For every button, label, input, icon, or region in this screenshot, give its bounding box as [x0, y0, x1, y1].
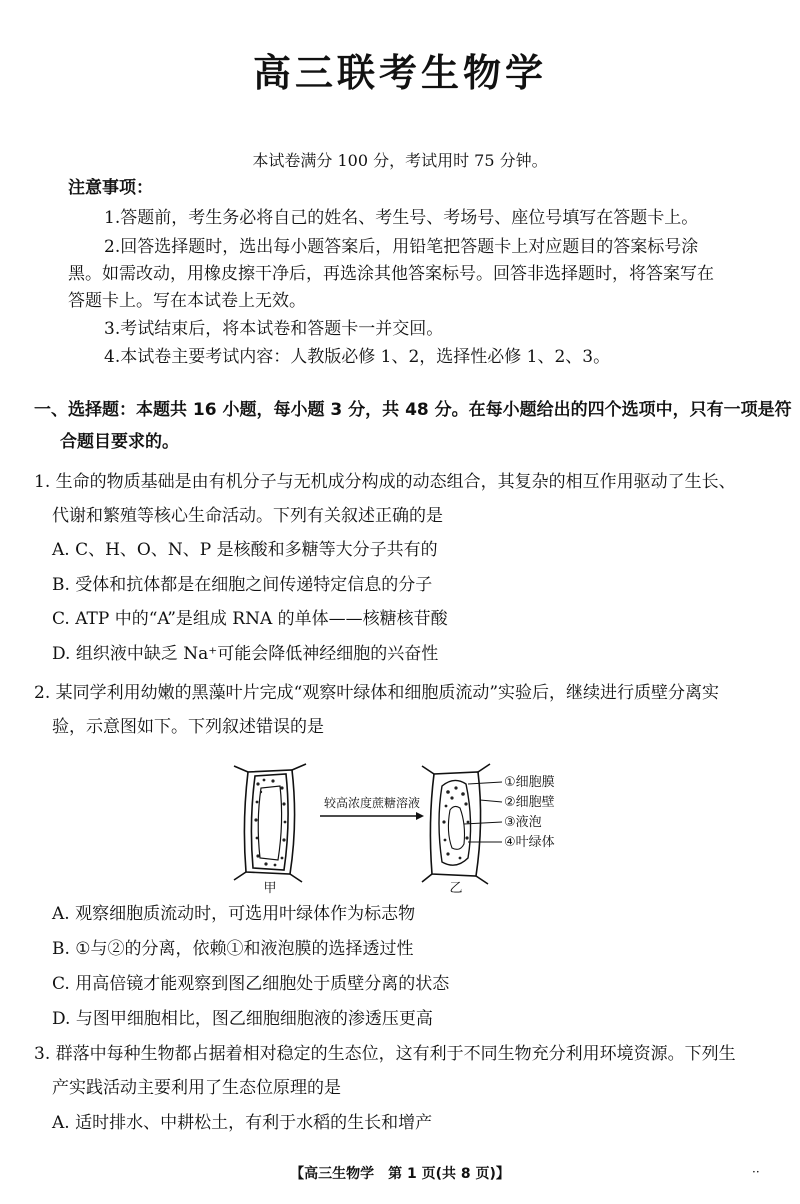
q1-stem-cont: 代谢和繁殖等核心生命活动。下列有关叙述正确的是	[52, 506, 443, 526]
q1-option-a: A. C、H、O、N、P 是核酸和多糖等大分子共有的	[52, 540, 438, 560]
footer-mark: ··	[752, 1165, 760, 1179]
legend-cell-membrane: ①细胞膜	[504, 775, 555, 790]
exam-subtitle: 本试卷满分 100 分，考试用时 75 分钟。	[252, 151, 548, 170]
q1-option-c: C. ATP 中的“A”是组成 RNA 的单体——核糖核苷酸	[52, 609, 448, 629]
cell-jia-label: 甲	[263, 881, 277, 894]
page-footer: 【高三生物学 第 1 页(共 8 页)】	[290, 1166, 510, 1182]
q2-option-b: B. ①与②的分离，依赖①和液泡膜的选择透过性	[52, 939, 414, 959]
page-title: 高三联考生物学	[252, 51, 547, 95]
notice-item-3: 3.考试结束后，将本试卷和答题卡一并交回。	[104, 319, 444, 339]
q2-option-d: D. 与图甲细胞相比，图乙细胞细胞液的渗透压更高	[52, 1009, 433, 1029]
section-heading: 一、选择题：本题共 16 小题，每小题 3 分，共 48 分。在每小题给出的四个选项中，只有一项是符	[34, 400, 792, 420]
cell-jia	[234, 764, 306, 882]
q2-option-a: A. 观察细胞质流动时，可选用叶绿体作为标志物	[52, 904, 416, 924]
plasmolysis-diagram	[228, 762, 588, 894]
q3-stem-cont: 产实践活动主要利用了生态位原理的是	[52, 1078, 341, 1098]
notice-item-2-end: 答题卡上。写在本试卷上无效。	[68, 291, 306, 311]
plasmolysis-figure	[228, 762, 588, 894]
q3-stem: 3. 群落中每种生物都占据着相对稳定的生态位，这有利于不同生物充分利用环境资源。下列生	[34, 1044, 736, 1064]
q3-option-a: A. 适时排水、中耕松土，有利于水稻的生长和增产	[52, 1113, 433, 1133]
section-heading-cont: 合题目要求的。	[60, 432, 179, 452]
legend-chloroplast: ④叶绿体	[504, 835, 555, 850]
legend-vacuole: ③液泡	[504, 815, 542, 830]
q1-stem: 1. 生命的物质基础是由有机分子与无机成分构成的动态组合，其复杂的相互作用驱动了生长、	[34, 472, 736, 492]
notice-item-4: 4.本试卷主要考试内容：人教版必修 1、2，选择性必修 1、2、3。	[104, 347, 611, 367]
notice-item-1: 1.答题前，考生务必将自己的姓名、考生号、考场号、座位号填写在答题卡上。	[104, 208, 699, 228]
legend-cell-wall: ②细胞壁	[504, 795, 555, 810]
cell-yi-label: 乙	[449, 881, 463, 894]
cell-yi	[422, 764, 490, 884]
q2-option-c: C. 用高倍镜才能观察到图乙细胞处于质壁分离的状态	[52, 974, 450, 994]
q2-stem-cont: 验，示意图如下。下列叙述错误的是	[52, 717, 324, 737]
q1-option-d: D. 组织液中缺乏 Na⁺可能会降低神经细胞的兴奋性	[52, 644, 439, 664]
arrow-head	[416, 812, 424, 820]
notice-item-2-cont: 黑。如需改动，用橡皮擦干净后，再选涂其他答案标号。回答非选择题时，将答案写在	[68, 264, 714, 284]
chloroplasts-yi	[442, 786, 469, 859]
q1-option-b: B. 受体和抗体都是在细胞之间传递特定信息的分子	[52, 575, 433, 595]
notice-heading: 注意事项：	[68, 178, 153, 198]
notice-item-2: 2.回答选择题时，选出每小题答案后，用铅笔把答题卡上对应题目的答案标号涂	[104, 237, 699, 257]
q2-stem: 2. 某同学利用幼嫩的黑藻叶片完成“观察叶绿体和细胞质流动”实验后，继续进行质壁分离实	[34, 683, 720, 703]
arrow-label: 较高浓度蔗糖溶液	[323, 796, 421, 810]
